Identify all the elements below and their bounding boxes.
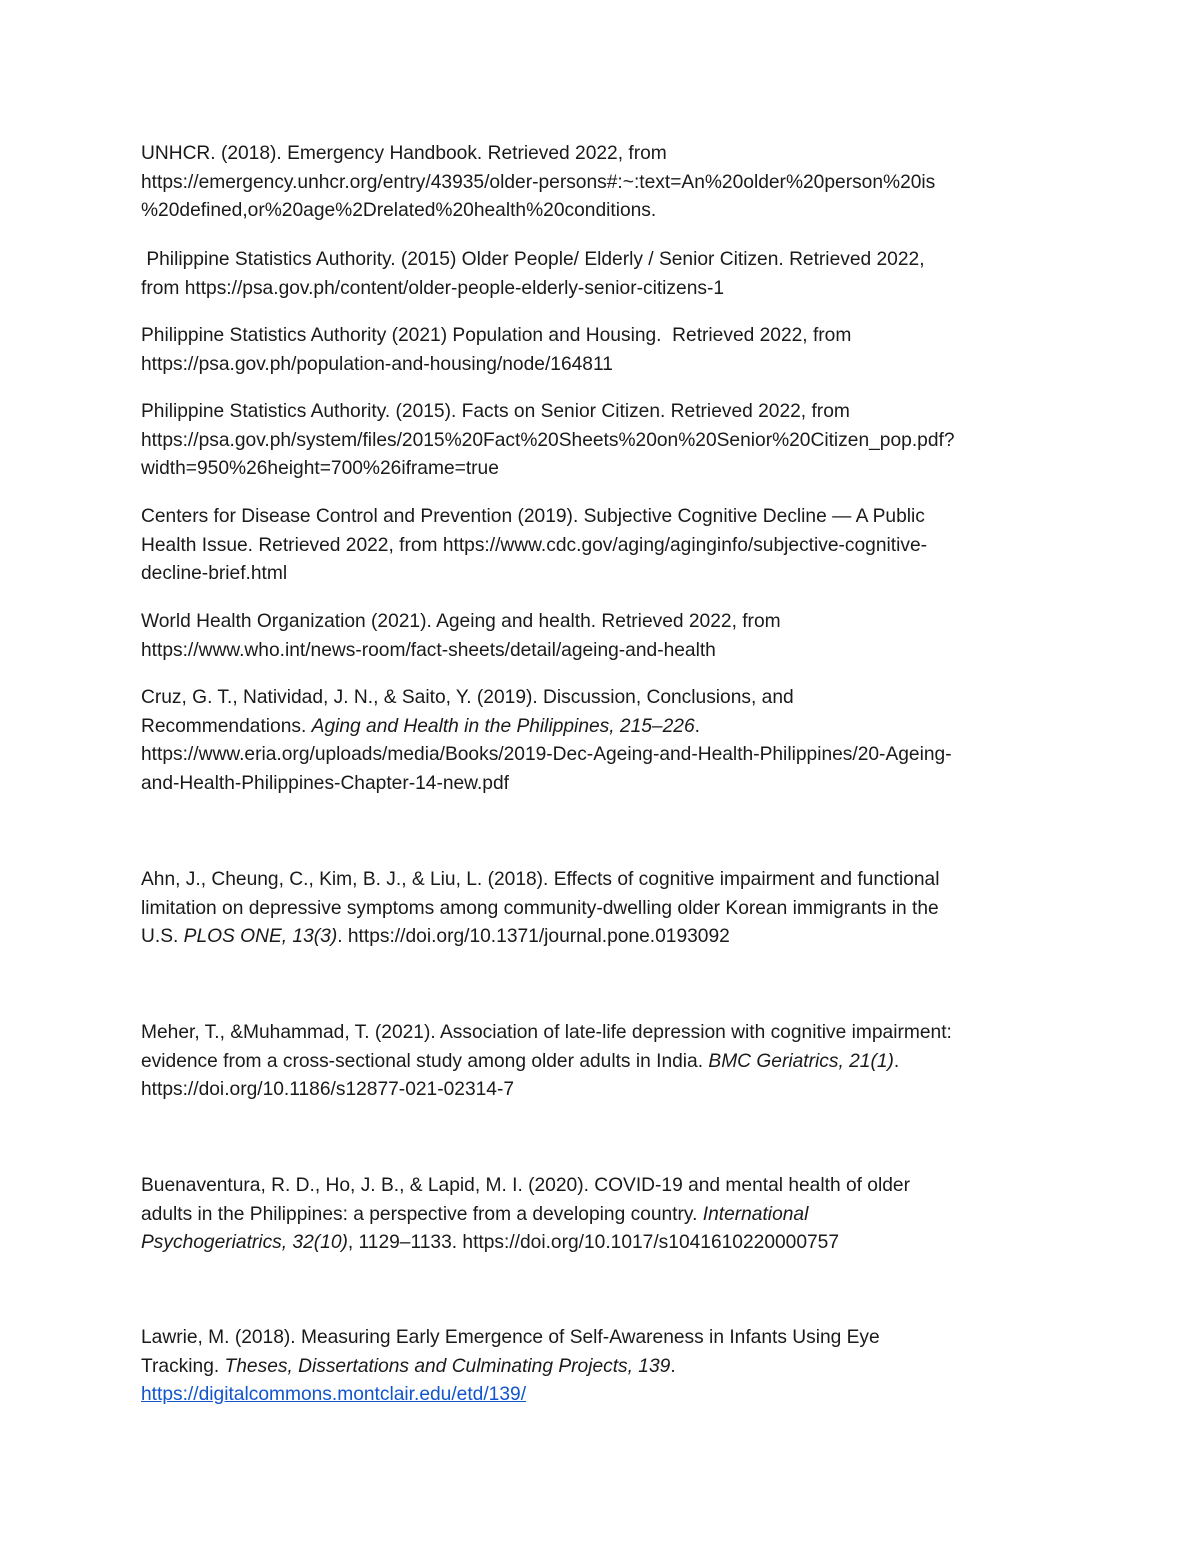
- reference-line: [141, 1324, 1081, 1353]
- reference-source-title: Theses, Dissertations and Culminating Projects, 139: [224, 1355, 671, 1377]
- reference-text: limitation on depressive symptoms among community-dwelling older Korean immigrants in the: [141, 897, 939, 919]
- reference-text: Buenaventura, R. D., Ho, J. B., & Lapid, M. I. (2020). COVID-19 and mental health of older: [141, 1175, 910, 1196]
- reference-text: Health Issue. Retrieved 2022, from https://www.cdc.gov/aging/aginginfo/subjective-cognitive-: [141, 534, 928, 556]
- reference-line: [141, 684, 1081, 713]
- reference-line: [141, 140, 1081, 169]
- reference-entry: [141, 503, 1081, 589]
- reference-text: and-Health-Philippines-Chapter-14-new.pdf: [141, 772, 509, 794]
- reference-entry: [141, 608, 1081, 665]
- reference-line: [141, 1048, 1081, 1077]
- reference-line: [141, 351, 1081, 380]
- reference-entry: [141, 1324, 1081, 1410]
- reference-line: [141, 560, 1081, 589]
- reference-text: Cruz, G. T., Natividad, J. N., & Saito, Y. (2019). Discussion, Conclusions, and: [141, 687, 794, 708]
- reference-entry: [141, 866, 1081, 952]
- reference-source-title: International: [702, 1203, 809, 1225]
- reference-line: [141, 741, 1081, 770]
- reference-text: Centers for Disease Control and Prevention (2019). Subjective Cognitive Decline — A Public: [141, 506, 925, 527]
- reference-text: https://doi.org/10.1186/s12877-021-02314-7: [141, 1079, 515, 1101]
- reference-entry: [141, 140, 1081, 226]
- reference-line: [141, 1229, 1081, 1258]
- reference-line: [141, 246, 1081, 275]
- reference-line: [141, 169, 1081, 198]
- reference-text: Philippine Statistics Authority (2021) Population and Housing. Retrieved 2022, from: [141, 325, 852, 346]
- reference-text: https://www.who.int/news-room/fact-sheets/detail/ageing-and-health: [141, 639, 716, 661]
- reference-line: [141, 637, 1081, 666]
- reference-line: [141, 866, 1081, 895]
- reference-text: UNHCR. (2018). Emergency Handbook. Retrieved 2022, from: [141, 143, 667, 164]
- reference-source-title: PLOS ONE, 13(3): [183, 926, 338, 948]
- reference-entry: [141, 246, 1081, 303]
- reference-line: [141, 455, 1081, 484]
- reference-line: [141, 322, 1081, 351]
- reference-source-title: Aging and Health in the Philippines, 215–226: [311, 715, 695, 737]
- reference-line: [141, 608, 1081, 637]
- reference-text: decline-brief.html: [141, 563, 288, 585]
- reference-line: [141, 1019, 1081, 1048]
- reference-text: %20defined,or%20age%2Drelated%20health%20conditions.: [141, 200, 657, 222]
- reference-text: , 1129–1133. https://doi.org/10.1017/s1041610220000757: [347, 1232, 840, 1254]
- reference-text: https://emergency.unhcr.org/entry/43935/older-persons#:~:text=An%20older%20person%20is: [141, 171, 936, 193]
- reference-text: from https://psa.gov.ph/content/older-people-elderly-senior-citizens-1: [141, 277, 725, 299]
- reference-line: [141, 1076, 1081, 1105]
- reference-entry: [141, 398, 1081, 484]
- reference-text: Lawrie, M. (2018). Measuring Early Emergence of Self-Awareness in Infants Using Eye: [141, 1327, 880, 1348]
- reference-text: World Health Organization (2021). Ageing and health. Retrieved 2022, from: [141, 611, 781, 632]
- reference-text: . https://doi.org/10.1371/journal.pone.0193092: [337, 926, 730, 948]
- reference-text: Philippine Statistics Authority. (2015) Older People/ Elderly / Senior Citizen. Retrieved 2022,: [141, 249, 925, 270]
- reference-text: evidence from a cross-sectional study among older adults in India.: [141, 1050, 709, 1072]
- reference-line: [141, 503, 1081, 532]
- reference-text: https://psa.gov.ph/system/files/2015%20Fact%20Sheets%20on%20Senior%20Citizen_pop.pdf?: [141, 429, 955, 451]
- reference-entry: [141, 684, 1081, 798]
- reference-line: [141, 1172, 1081, 1201]
- reference-line: [141, 923, 1081, 952]
- reference-line: [141, 713, 1081, 742]
- reference-line: [141, 1353, 1081, 1382]
- reference-text: Tracking.: [141, 1355, 225, 1377]
- reference-entry: [141, 1019, 1081, 1105]
- reference-entry: [141, 322, 1081, 379]
- reference-line: [141, 275, 1081, 304]
- reference-line: [141, 1201, 1081, 1230]
- reference-line: [141, 895, 1081, 924]
- reference-source-title: BMC Geriatrics, 21(1): [708, 1050, 894, 1072]
- reference-line: [141, 427, 1081, 456]
- reference-text: U.S.: [141, 926, 184, 948]
- reference-text: Meher, T., &Muhammad, T. (2021). Association of late-life depression with cognitive impairment:: [141, 1022, 952, 1043]
- reference-text: Ahn, J., Cheung, C., Kim, B. J., & Liu, L. (2018). Effects of cognitive impairment and functional: [141, 869, 940, 890]
- reference-text: .: [694, 715, 700, 737]
- reference-entry: [141, 1172, 1081, 1258]
- reference-text: width=950%26height=700%26iframe=true: [141, 458, 499, 480]
- reference-text: Recommendations.: [141, 715, 312, 737]
- reference-text: https://psa.gov.ph/population-and-housing/node/164811: [141, 353, 613, 375]
- reference-text: adults in the Philippines: a perspective from a developing country.: [141, 1203, 703, 1225]
- reference-text: .: [893, 1050, 900, 1072]
- reference-line: [141, 532, 1081, 561]
- reference-source-title: Psychogeriatrics, 32(10): [141, 1232, 348, 1254]
- reference-line: [141, 1381, 1081, 1410]
- reference-line: [141, 197, 1081, 226]
- reference-text: https://www.eria.org/uploads/media/Books/2019-Dec-Ageing-and-Health-Philippines/20-Ageing-: [141, 744, 952, 766]
- reference-line: [141, 398, 1081, 427]
- reference-line: [141, 770, 1081, 799]
- reference-text: .: [670, 1355, 676, 1377]
- reference-text: Philippine Statistics Authority. (2015). Facts on Senior Citizen. Retrieved 2022, from: [141, 401, 850, 422]
- reference-link[interactable]: https://digitalcommons.montclair.edu/etd/139/: [141, 1384, 527, 1406]
